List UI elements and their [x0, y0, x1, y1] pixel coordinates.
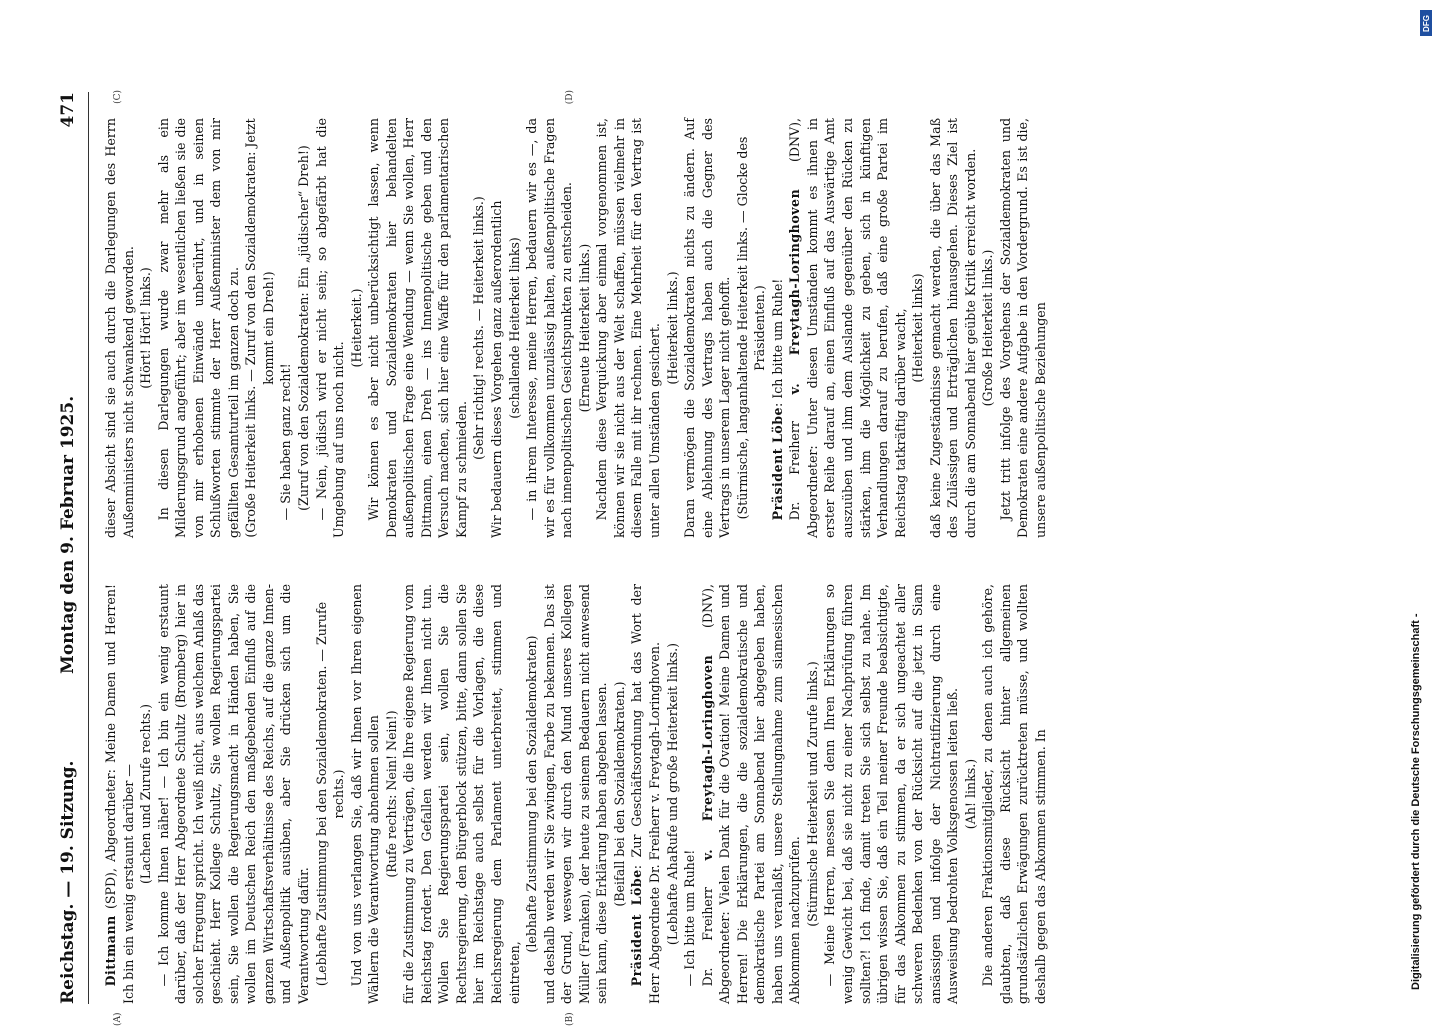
paragraph: — Nein, jüdisch wird er nicht sein; so abgefärbt hat die Umgebung auf uns noch nicht. [313, 118, 347, 538]
paragraph: Daran vermögen die Sozialdemokraten nichts zu ändern. Auf eine Ablehnung des Vertrags haben auch die Gegner des Vertrags in unserem Lager nicht gehofft. [682, 118, 733, 538]
interjection: (Rufe rechts: Nein! Nein!) [383, 710, 399, 878]
page-header [52, 92, 92, 1004]
speaker-name: Präsident Löbe [629, 869, 645, 987]
dfg-logo: DFG [1420, 10, 1432, 36]
interjection: (Hört! Hört! links.) [138, 267, 154, 389]
margin-mark-b: (B) [565, 1012, 575, 1026]
speech-text: (DNV), Abgeordneter: Unter diesen Umständen kommt es ihnen in erster Reihe darauf an, einen Einfluß auf das Auswärtige Amt auszuüben und ihm dem Auslande gegenüber den Rücken zu stärken, ihm die Möglichkeit zu geben, sich in künftigen Verhandlungen darauf zu berufen, daß eine große Partei im Reichstag tatkräftig darüber wacht, [787, 118, 908, 538]
paragraph: und deshalb werden wir Sie zwingen, Farbe zu bekennen. Das ist der Grund, weswegen wir durch den Mund unseres Kollegen Müller (Franken), der heute zu seinem Bedauern nicht anwesend sein kann, diese Erklärung haben abgeben lassen. [541, 584, 610, 1004]
speaker-name: Dittmann [103, 915, 118, 987]
paragraph: — Ich bitte um Ruhe! [682, 849, 698, 987]
speaker-paragraph [102, 584, 137, 1004]
digitization-note: Digitalisierung gefördert durch die Deutsche Forschungsgemeinschaft - [1410, 613, 1422, 990]
rotated-page [52, 90, 1292, 1026]
speech-text: (DNV), Abgeordneter: Vielen Dank für die Ovation! Meine Damen und Herren! Die Erklärungen, die die sozialdemokratische und demokratische Partei am Sonnabend hier abgegeben haben, haben uns veranlaßt, unsere Stellungnahme zum siamesischen Abkommen nachzuprüfen. [699, 584, 803, 1004]
interjection: (Große Heiterkeit links. — Zuruf von den Sozialdemokraten: Jetzt kommt ein Dreh!) [243, 118, 276, 538]
interjection: (Ah! links.) [962, 758, 978, 830]
left-column [102, 583, 1050, 1026]
speech-text: : Zur Geschäftsordnung hat das Wort der Herr Abgeordnete Dr. Freiherr v. Freytagh-Loringhoven. [629, 583, 662, 1004]
speaker-title: Dr. Freiherr [699, 860, 715, 987]
interjection: (Heiterkeit links) [910, 273, 926, 383]
speaker-paragraph [769, 118, 787, 538]
paragraph: — Sie haben ganz recht! [278, 363, 294, 521]
speaker-paragraph [628, 584, 663, 1004]
margin-mark-d: (D) [565, 90, 575, 105]
paragraph: Wir können es aber nicht unberücksichtigt lassen, wenn Demokraten und Sozialdemokraten hier behandelten außenpolitischen Frage eine Wendung — wenn Sie wollen, Herr Dittmann, einen Dreh — ins Innenpolitische geben und den Versuch machen, sich hier eine Waffe für den parlamentarischen Kampf zu schmieden. [366, 118, 469, 538]
speech-text: (SPD), Abgeordneter: Meine Damen und Herren! Ich bin ein wenig erstaunt darüber — [103, 584, 136, 1004]
speaker-name: v. Freytagh-Loringhoven [699, 654, 715, 861]
paragraph: für die Zustimmung zu Verträgen, die Ihre eigene Regierung vom Reichstag fordert. Den Gefallen werden wir Ihnen nicht tun. Wollen Sie Regierungspartei sein, wollen Sie die Rechtsregierung, den Bürgerblock stützen, bitte, dann sollen Sie hier im Reichstage auch selbst für die Vorlagen, die diese Reichsregierung dem Parlament unterbreitet, stimmen und eintreten, [401, 584, 522, 1004]
page-number: 471 [58, 92, 78, 128]
interjection: (Sehr richtig! rechts. — Heiterkeit links.) [471, 196, 487, 460]
speaker-paragraph [786, 118, 909, 538]
speaker-title: Dr. Freiherr [787, 394, 803, 521]
paragraph: dieser Absicht sind sie auch durch die Darlegungen des Herrn Außenministers nicht schwankend geworden. [103, 118, 136, 538]
paragraph: Wir bedauern dieses Vorgehen ganz außerordentlich [489, 200, 505, 538]
interjection: (Stürmische Heiterkeit und Zurufe links.) [804, 661, 820, 927]
paragraph: Und von uns verlangen Sie, daß wir Ihnen vor Ihren eigenen Wählern die Verantwortung abnehmen sollen [348, 584, 382, 1004]
interjection: (Stürmische, langanhaltende Heiterkeit links. — Glocke des Präsidenten.) [734, 136, 768, 520]
header-left: Reichstag. — 19. Sitzung. [58, 760, 78, 1004]
paragraph: — Ich komme Ihnen näher! — Ich bin ein wenig erstaunt darüber, daß der Herr Abgeordnete Schultz (Bromberg) hier in solcher Erregung spricht. Ich weiß nicht, aus welchem Anlaß das geschieht. Herr Kollege Schultz, Sie wollen Regierungspartei sein, Sie wollen die Regierungsmacht in Händen haben, Sie wollen im Deutschen Reich den maßgebenden Einfluß auf die ganzen Wirtschaftsverhältnisse des Reichs, auf die ganze Innen- und Außenpolitik ausüben, aber Sie drücken sich um die Verantwortung dafür. [155, 584, 312, 1004]
interjection: (Lebhafte Zustimmung bei den Sozialdemokraten. — Zurufe rechts.) [313, 601, 347, 987]
interjection: (Lachen und Zurufe rechts.) [138, 704, 154, 884]
header-rule [88, 92, 89, 1004]
right-column [102, 90, 1050, 538]
interjection: (schallende Heiterkeit links) [506, 237, 522, 419]
paragraph: daß keine Zugeständnisse gemacht werden, die über das Maß des Zulässigen und Erträglichen hinausgehen. Dieses Ziel ist durch die am Sonnabend hier geübte Kritik erreicht worden. [927, 118, 978, 538]
interjection: (Zuruf von den Sozialdemokraten: Ein „jüdischer“ Dreh!) [296, 145, 312, 511]
interjection: (Heiterkeit.) [348, 288, 364, 368]
speaker-name: v. Freytagh-Loringhoven [787, 188, 803, 395]
interjection: (lebhafte Zustimmung bei den Sozialdemokraten) [524, 635, 540, 953]
interjection: (Heiterkeit links.) [664, 271, 680, 385]
speaker-paragraph [699, 584, 804, 1004]
speech-text: : Ich bitte um Ruhe! [769, 278, 785, 407]
paragraph: Die anderen Fraktionsmitglieder, zu denen auch ich gehöre, glaubten, daß diese Rücksicht hinter allgemeinen grundsätzlichen Erwägungen zurücktreten müsse, und wollten deshalb gegen das Abkommen stimmen. In [980, 584, 1048, 1004]
paragraph: Jetzt tritt infolge des Vorgehens der Sozialdemokraten und Demokraten eine andere Aufgabe in den Vordergrund. Es ist die, unsere außenpolitische Beziehungen [997, 118, 1048, 538]
speaker-name: Präsident Löbe [769, 406, 785, 521]
paragraph: — Meine Herren, messen Sie denn Ihren Erklärungen so wenig Gewicht bei, daß sie nicht zu einer Nachprüfung führen sollten?! Ich finde, damit treten Sie sich selbst zu nahe. Im übrigen wissen Sie, daß ein Teil meiner Freunde beabsichtigte, für das Abkommen zu stimmen, da er sich ungeachtet aller schweren Bedenken von der Rücksicht auf die jetzt in Siam ansässigen und infolge der Nichtratifizierung durch eine Ausweisung bedrohten Volksgenossen leiten ließ. [822, 584, 961, 1004]
paragraph: Nachdem diese Verquickung aber einmal vorgenommen ist, können wir sie nicht aus der Welt schaffen, müssen vielmehr in diesem Falle mit ihr rechnen. Eine Mehrheit für den Vertrag ist unter allen Umständen gesichert. [594, 118, 662, 538]
margin-mark-a: (A) [113, 1012, 123, 1026]
interjection: (Große Heiterkeit links.) [980, 249, 996, 407]
interjection: (Erneute Heiterkeit links.) [576, 243, 592, 413]
header-date: Montag den 9. Februar 1925. [58, 395, 78, 674]
interjection: (Beifall bei den Sozialdemokraten.) [611, 681, 627, 907]
paragraph: — in ihrem Interesse, meine Herren, bedauern wir es —, da wir es für vollkommen unzulässig halten, außenpolitische Fragen nach innenpolitischen Gesichtspunkten zu entscheiden. [524, 118, 575, 538]
paragraph: In diesen Darlegungen wurde zwar mehr als ein Milderungsgrund angeführt; aber im wesentlichen ließen sie die von mir erhobenen Einwände unberührt, und in seinen Schlußworten stimmte der Herr Außenminister dem von mir gefällten Gesamturteil im ganzen doch zu. [155, 118, 241, 538]
interjection: (Lebhafte AhaRufe und große Heiterkeit links.) [664, 642, 680, 946]
margin-mark-c: (C) [113, 90, 123, 104]
